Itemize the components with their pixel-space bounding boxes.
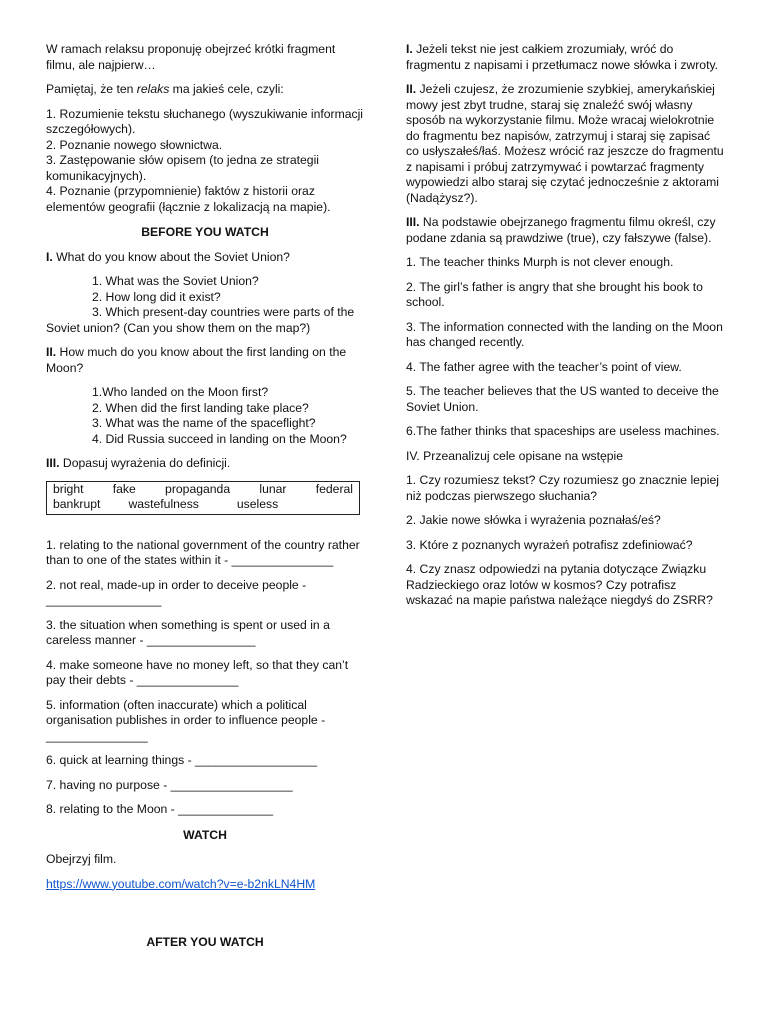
definition-item: 4. make someone have no money left, so that they can’t pay their debts - _______________ bbox=[46, 657, 349, 687]
reflection-question: 1. Czy rozumiesz tekst? Czy rozumiesz go znacznie lepiej niż podczas pierwszego słuchania? bbox=[406, 473, 719, 503]
question-3 bbox=[46, 456, 364, 472]
goal-item: 3. Zastępowanie słów opisem (to jedna ze strategii komunikacyjnych). bbox=[46, 153, 320, 183]
after-point-1-number: I. bbox=[406, 42, 413, 56]
after-point-2 bbox=[406, 82, 726, 206]
true-false-statement: 5. The teacher believes that the US wanted to deceive the Soviet Union. bbox=[406, 384, 719, 414]
right-column bbox=[406, 42, 726, 618]
reflection-question: 2. Jakie nowe słówka i wyrażenia poznałaś/eś? bbox=[406, 513, 661, 527]
definition-item: 1. relating to the national government of the country rather than to one of the states within it - _______________ bbox=[46, 537, 360, 567]
question-2-subitems bbox=[46, 385, 364, 447]
subquestion-item: 3. Which present-day countries were parts of the bbox=[92, 305, 355, 319]
word-bank-row-1 bbox=[53, 482, 353, 498]
word-bank-word: propaganda bbox=[165, 481, 231, 496]
question-1-text: What do you know about the Soviet Union? bbox=[52, 249, 290, 264]
reflection-question: 4. Czy znasz odpowiedzi na pytania dotyczące Związku Radzieckiego oraz lotów w kosmos? Czy potrafisz wskazać na mapie państwa należące niegdyś do ZSRR? bbox=[406, 562, 713, 607]
before-you-watch-heading: BEFORE YOU WATCH bbox=[141, 225, 269, 239]
intro-reminder-post: ma jakieś cele, czyli: bbox=[169, 82, 284, 96]
intro-reminder-italic: relaks bbox=[136, 82, 170, 96]
question-3-text: Dopasuj wyrażenia do definicji. bbox=[59, 456, 231, 470]
after-point-3 bbox=[406, 215, 726, 246]
definition-item: 3. the situation when something is spent or used in a careless manner - ________________ bbox=[46, 617, 330, 647]
definition-item: 5. information (often inaccurate) which a political organisation publishes in order to influence people - _______________ bbox=[46, 697, 326, 743]
intro-reminder-pre: Pamiętaj, że ten bbox=[46, 82, 137, 96]
definition-item: 8. relating to the Moon - ______________ bbox=[46, 802, 273, 816]
subquestion-item: 3. What was the name of the spaceflight? bbox=[92, 416, 316, 430]
definition-item: 6. quick at learning things - __________________ bbox=[46, 753, 318, 767]
goal-item: 2. Poznanie nowego słownictwa. bbox=[46, 137, 223, 152]
word-bank-word: federal bbox=[315, 481, 353, 496]
youtube-link[interactable]: https://www.youtube.com/watch?v=e-b2nkLN4HM bbox=[46, 876, 316, 891]
goals-list bbox=[46, 107, 364, 216]
after-point-1 bbox=[406, 42, 726, 73]
true-false-statement: 1. The teacher thinks Murph is not clever enough. bbox=[406, 255, 674, 269]
subquestion-item: 2. When did the first landing take place? bbox=[92, 400, 309, 415]
question-3-number: III. bbox=[46, 456, 60, 470]
watch-instruction: Obejrzyj film. bbox=[46, 852, 117, 866]
word-bank-word: fake bbox=[112, 481, 136, 496]
reflection-question: 3. Które z poznanych wyrażeń potrafisz zdefiniować? bbox=[406, 537, 693, 552]
question-2-text: How much do you know about the first landing on the Moon? bbox=[46, 345, 347, 375]
after-point-3-number: III. bbox=[406, 215, 420, 229]
subquestion-item: 4. Did Russia succeed in landing on the Moon? bbox=[92, 431, 347, 446]
word-bank-row-2 bbox=[53, 497, 353, 513]
word-bank-word: wastefulness bbox=[128, 497, 199, 511]
subquestion-item-continued: Soviet union? (Can you show them on the map?) bbox=[46, 320, 311, 335]
question-1 bbox=[46, 250, 364, 266]
after-point-1-text: Jeżeli tekst nie jest całkiem zrozumiały, wróć do fragmentu z napisami i przetłumacz nowe słówka i zwroty. bbox=[406, 42, 719, 72]
word-bank-word: lunar bbox=[259, 481, 287, 496]
after-point-3-text: Na podstawie obejrzanego fragmentu filmu określ, czy podane zdania są prawdziwe (true), czy fałszywe (false). bbox=[406, 215, 716, 245]
definition-item: 2. not real, made-up in order to deceive people - _________________ bbox=[46, 577, 307, 607]
question-1-subitems bbox=[46, 274, 364, 336]
subquestion-item: 2. How long did it exist? bbox=[92, 289, 221, 304]
goal-item: 1. Rozumienie tekstu słuchanego (wyszukiwanie informacji szczegółowych). bbox=[46, 106, 364, 136]
watch-heading: WATCH bbox=[183, 827, 227, 842]
section-iv-heading: IV. Przeanalizuj cele opisane na wstępie bbox=[406, 448, 624, 463]
definition-item: 7. having no purpose - __________________ bbox=[46, 777, 293, 792]
true-false-statement: 4. The father agree with the teacher’s point of view. bbox=[406, 359, 682, 374]
true-false-statement: 6.The father thinks that spaceships are useless machines. bbox=[406, 424, 720, 438]
after-point-2-number: II. bbox=[406, 82, 417, 96]
goal-item: 4. Poznanie (przypomnienie) faktów z historii oraz elementów geografii (łącznie z lokalizacją na mapie). bbox=[46, 184, 331, 214]
question-2-number: II. bbox=[46, 345, 57, 359]
subquestion-item: 1.Who landed on the Moon first? bbox=[92, 385, 269, 399]
subquestion-item: 1. What was the Soviet Union? bbox=[92, 274, 259, 288]
left-column bbox=[46, 42, 364, 960]
intro-reminder bbox=[46, 82, 364, 98]
word-bank-word: useless bbox=[236, 497, 279, 511]
word-bank-word: bankrupt bbox=[53, 497, 101, 511]
question-2 bbox=[46, 345, 364, 376]
word-bank-word: bright bbox=[53, 481, 84, 496]
true-false-statement: 2. The girl’s father is angry that she brought his book to school. bbox=[406, 279, 703, 309]
after-point-2-text: Jeżeli czujesz, że zrozumienie szybkiej, amerykańskiej mowy jest zbyt trudne, staraj się znaleźć swój własny sposób na wykorzystanie filmu. Może wracaj wielokrotnie do fragmentu bez napisów, zatrzymuj i staraj się zapisać co usłyszałeś/łaś. Możesz wrócić raz jeszcze do fragmentu z napisami i próbuj zatrzymywać i powtarzać fragmenty wypowiedzi albo staraj się czytać jednocześnie z aktorami (Nadążysz?). bbox=[406, 82, 724, 205]
question-1-number: I. bbox=[46, 249, 53, 264]
watch-link-paragraph bbox=[46, 877, 364, 893]
true-false-statement: 3. The information connected with the landing on the Moon has changed recently. bbox=[406, 319, 723, 349]
intro-paragraph: W ramach relaksu proponuję obejrzeć krótki fragment filmu, ale najpierw… bbox=[46, 42, 336, 72]
word-bank-box bbox=[46, 481, 360, 515]
after-you-watch-heading: AFTER YOU WATCH bbox=[146, 935, 264, 949]
